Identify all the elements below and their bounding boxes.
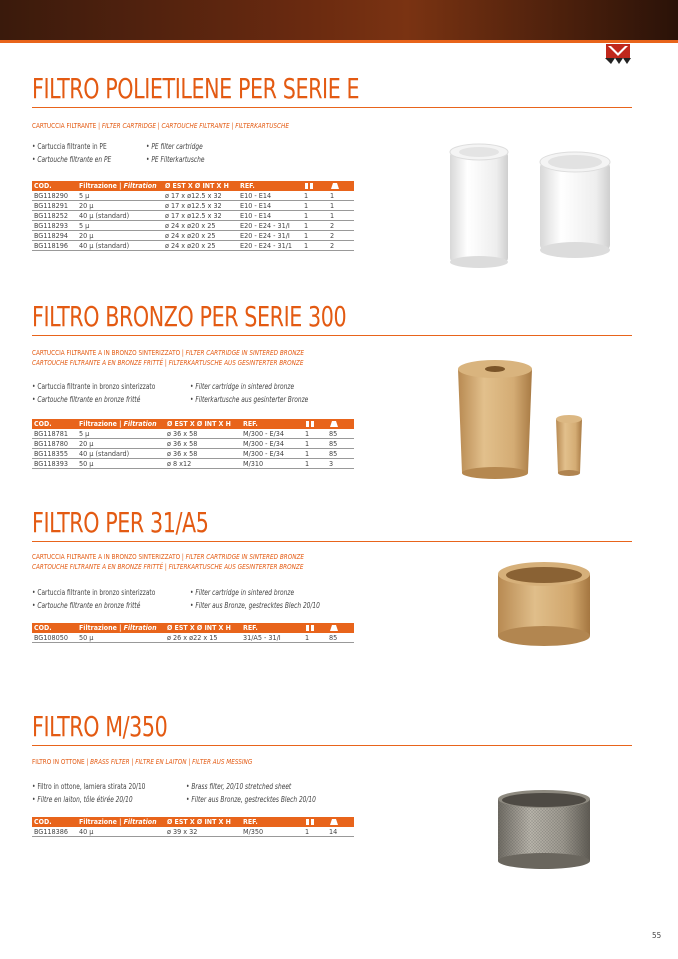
header-filtration: Filtrazione | Filtration <box>77 181 163 191</box>
cell-qty: 1 <box>302 221 328 231</box>
box-icon <box>303 623 327 633</box>
cell-dimensions: ø 36 x 58 <box>165 429 241 439</box>
weight-icon <box>328 181 354 191</box>
cell-filtration: 40 μ (standard) <box>77 241 163 251</box>
section-subtitle: CARTUCCIA FILTRANTE A IN BRONZO SINTERIZZATO | FILTER CARTRIDGE IN SINTERED BRONZE CARTOUCHE FILTRANTE A EN BRONZE FRITTÉ | FILTERKARTUSCHE AUS GESINTERTER BRONZE <box>32 348 305 367</box>
section-title: FILTRO PER 31/A5 <box>32 506 209 539</box>
cell-qty: 1 <box>303 827 327 837</box>
section-rule <box>32 541 632 542</box>
cell-weight: 1 <box>328 201 354 211</box>
weight-icon <box>327 419 354 429</box>
table-row <box>32 633 354 643</box>
cell-filtration: 5 μ <box>77 221 163 231</box>
cell-ref: E20 - E24 - 31/1 <box>238 241 302 251</box>
cell-weight: 1 <box>328 211 354 221</box>
product-table <box>32 419 354 469</box>
cell-dimensions: ø 17 x ø12.5 x 32 <box>163 201 238 211</box>
header-dimensions: Ø EST X Ø INT X H <box>163 181 238 191</box>
cell-filtration: 50 μ <box>77 459 165 469</box>
table-header-row <box>32 817 354 827</box>
table-row <box>32 449 354 459</box>
cell-filtration: 40 μ <box>77 827 165 837</box>
cell-qty: 1 <box>302 201 328 211</box>
cell-qty: 1 <box>302 211 328 221</box>
cell-code: BG118780 <box>32 439 77 449</box>
bullet-item: • Brass filter, 20/10 stretched sheet <box>186 782 292 791</box>
cell-filtration: 5 μ <box>77 191 163 201</box>
product-table <box>32 623 354 643</box>
cell-code: BG118290 <box>32 191 77 201</box>
cell-qty: 1 <box>303 439 327 449</box>
table-row <box>32 221 354 231</box>
cell-weight: 3 <box>327 459 354 469</box>
table-header-row <box>32 623 354 633</box>
bullet-item: • Cartouche filtrante en PE <box>32 155 112 164</box>
bullet-item: • Filter cartridge in sintered bronze <box>190 382 295 391</box>
header-dimensions: Ø EST X Ø INT X H <box>165 419 241 429</box>
cell-code: BG118293 <box>32 221 77 231</box>
cell-dimensions: ø 39 x 32 <box>165 827 241 837</box>
bronze-ring-image <box>490 560 600 650</box>
cell-code: BG118252 <box>32 211 77 221</box>
cell-weight: 85 <box>327 439 354 449</box>
page-number: 55 <box>652 931 662 940</box>
cell-filtration: 40 μ (standard) <box>77 449 165 459</box>
bullet-item: • Filtre en laiton, tôle étirée 20/10 <box>32 795 133 804</box>
table-row <box>32 191 354 201</box>
cell-code: BG108050 <box>32 633 77 643</box>
cell-qty: 1 <box>302 231 328 241</box>
cell-code: BG118196 <box>32 241 77 251</box>
header-cod: COD. <box>32 181 77 191</box>
cell-ref: E20 - E24 - 31/I <box>238 221 302 231</box>
header-ref: REF. <box>241 817 303 827</box>
cell-qty: 1 <box>302 241 328 251</box>
cell-qty: 1 <box>303 449 327 459</box>
cell-ref: E10 - E14 <box>238 201 302 211</box>
brass-mesh-image <box>490 785 600 875</box>
table-row <box>32 439 354 449</box>
cell-filtration: 20 μ <box>77 439 165 449</box>
bullet-item: • Filtro in ottone, lamiera stirata 20/10 <box>32 782 146 791</box>
product-table <box>32 181 354 251</box>
cell-dimensions: ø 17 x ø12.5 x 32 <box>163 211 238 221</box>
cell-dimensions: ø 36 x 58 <box>165 449 241 459</box>
cell-ref: M/300 - E/34 <box>241 429 303 439</box>
cell-filtration: 20 μ <box>77 231 163 241</box>
product-table <box>32 817 354 837</box>
cell-code: BG118386 <box>32 827 77 837</box>
cell-ref: M/300 - E/34 <box>241 449 303 459</box>
bullet-item: • Cartuccia filtrante in PE <box>32 142 107 151</box>
cell-weight: 2 <box>328 241 354 251</box>
header-bar <box>0 0 678 40</box>
section-title: FILTRO BRONZO PER SERIE 300 <box>32 300 347 333</box>
cell-code: BG118393 <box>32 459 77 469</box>
header-cod: COD. <box>32 623 77 633</box>
bullet-item: • Cartuccia filtrante in bronzo sinterizzato <box>32 382 156 391</box>
header-stripe <box>0 40 678 43</box>
bullet-item: • PE filter cartridge <box>146 142 203 151</box>
cell-weight: 85 <box>327 449 354 459</box>
cell-dimensions: ø 8 x12 <box>165 459 241 469</box>
table-row <box>32 241 354 251</box>
cell-qty: 1 <box>303 633 327 643</box>
bullet-item: • Cartuccia filtrante in bronzo sinterizzato <box>32 588 156 597</box>
cell-qty: 1 <box>302 191 328 201</box>
table-row <box>32 231 354 241</box>
section-subtitle <box>32 121 342 131</box>
box-icon <box>303 817 327 827</box>
section-subtitle: FILTRO IN OTTONE | BRASS FILTER | FILTRE EN LAITON | FILTER AUS MESSING <box>32 757 253 766</box>
weight-icon <box>327 623 354 633</box>
header-ref: REF. <box>241 623 303 633</box>
cell-code: BG118291 <box>32 201 77 211</box>
table-header-row <box>32 419 354 429</box>
bullet-item: • Filter aus Bronze, gestrecktes Blech 20/10 <box>186 795 316 804</box>
cell-ref: E20 - E24 - 31/I <box>238 231 302 241</box>
header-ref: REF. <box>238 181 302 191</box>
subtitle-text: CARTUCCIA FILTRANTE | <box>32 121 102 130</box>
section-subtitle: CARTUCCIA FILTRANTE A IN BRONZO SINTERIZZATO | FILTER CARTRIDGE IN SINTERED BRONZE CARTOUCHE FILTRANTE A EN BRONZE FRITTÉ | FILTERKARTUSCHE AUS GESINTERTER BRONZE <box>32 552 305 571</box>
bullet-item: • Filter cartridge in sintered bronze <box>190 588 295 597</box>
cell-filtration: 40 μ (standard) <box>77 211 163 221</box>
cell-filtration: 50 μ <box>77 633 165 643</box>
bullet-item: • PE Filterkartusche <box>146 155 205 164</box>
cell-weight: 14 <box>327 827 354 837</box>
subtitle-italic: FILTER CARTRIDGE | CARTOUCHE FILTRANTE | FILTERKARTUSCHE <box>101 121 289 130</box>
cell-qty: 1 <box>303 459 327 469</box>
section-title: FILTRO POLIETILENE PER SERIE E <box>32 72 360 105</box>
cell-qty: 1 <box>303 429 327 439</box>
bullet-item: • Cartouche filtrante en bronze fritté <box>32 601 141 610</box>
cell-dimensions: ø 36 x 58 <box>165 439 241 449</box>
cell-weight: 2 <box>328 231 354 241</box>
pe-filter-images <box>445 140 625 270</box>
section-rule <box>32 745 632 746</box>
header-dimensions: Ø EST X Ø INT X H <box>165 817 241 827</box>
brand-logo-icon <box>603 44 633 64</box>
cell-dimensions: ø 26 x ø22 x 15 <box>165 633 241 643</box>
header-cod: COD. <box>32 817 77 827</box>
bullet-item: • Cartouche filtrante en bronze fritté <box>32 395 141 404</box>
section-rule <box>32 335 632 336</box>
cell-code: BG118294 <box>32 231 77 241</box>
header-filtration: Filtrazione | Filtration <box>77 419 165 429</box>
cell-weight: 2 <box>328 221 354 231</box>
table-header-row <box>32 181 354 191</box>
cell-dimensions: ø 24 x ø20 x 25 <box>163 231 238 241</box>
cell-code: BG118781 <box>32 429 77 439</box>
header-ref: REF. <box>241 419 303 429</box>
cell-weight: 1 <box>328 191 354 201</box>
table-row <box>32 827 354 837</box>
table-row <box>32 211 354 221</box>
cell-filtration: 20 μ <box>77 201 163 211</box>
bronze-filter-images <box>450 355 600 485</box>
cell-filtration: 5 μ <box>77 429 165 439</box>
cell-code: BG118355 <box>32 449 77 459</box>
table-row <box>32 459 354 469</box>
cell-ref: M/300 - E/34 <box>241 439 303 449</box>
cell-ref: M/310 <box>241 459 303 469</box>
bullet-item: • Filterkartusche aus gesinterter Bronze <box>190 395 309 404</box>
box-icon <box>303 419 327 429</box>
cell-ref: 31/A5 - 31/I <box>241 633 303 643</box>
header-filtration: Filtrazione | Filtration <box>77 623 165 633</box>
header-cod: COD. <box>32 419 77 429</box>
box-icon <box>302 181 328 191</box>
cell-ref: E10 - E14 <box>238 191 302 201</box>
cell-ref: E10 - E14 <box>238 211 302 221</box>
section-rule <box>32 107 632 108</box>
cell-ref: M/350 <box>241 827 303 837</box>
header-dimensions: Ø EST X Ø INT X H <box>165 623 241 633</box>
cell-weight: 85 <box>327 429 354 439</box>
header-filtration: Filtrazione | Filtration <box>77 817 165 827</box>
cell-weight: 85 <box>327 633 354 643</box>
cell-dimensions: ø 24 x ø20 x 25 <box>163 221 238 231</box>
bullet-item: • Filter aus Bronze, gestrecktes Blech 20/10 <box>190 601 320 610</box>
cell-dimensions: ø 17 x ø12.5 x 32 <box>163 191 238 201</box>
table-row <box>32 201 354 211</box>
weight-icon <box>327 817 354 827</box>
section-title: FILTRO M/350 <box>32 710 168 743</box>
cell-dimensions: ø 24 x ø20 x 25 <box>163 241 238 251</box>
table-row <box>32 429 354 439</box>
